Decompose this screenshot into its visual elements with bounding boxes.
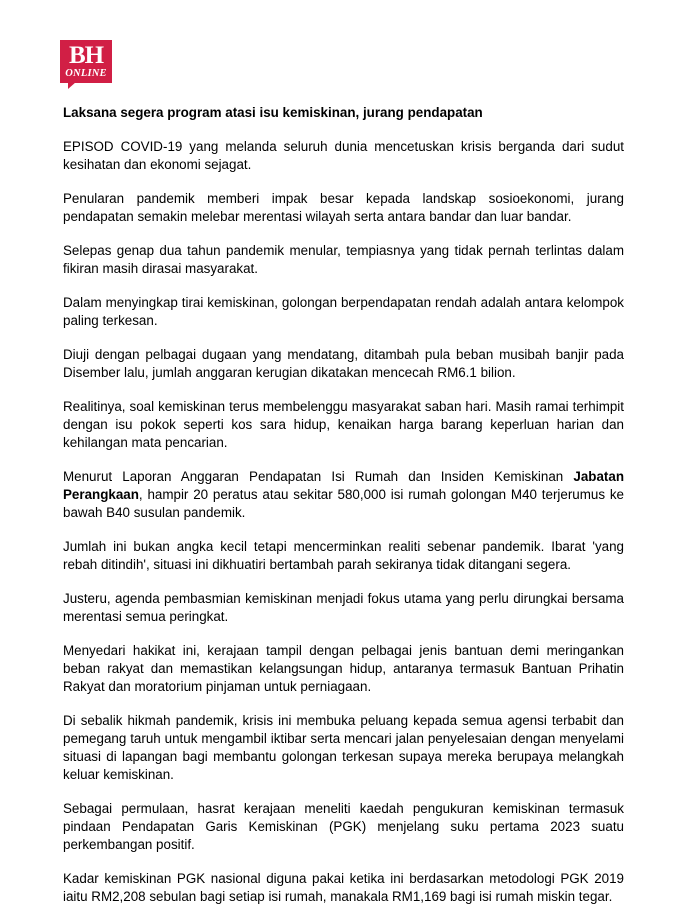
- paragraph: Sebagai permulaan, hasrat kerajaan meneliti kaedah pengukuran kemiskinan termasuk pindaan Pendapatan Garis Kemiskinan (PGK) menjelang suku pertama 2023 suatu perkembangan positif.: [63, 801, 624, 852]
- paragraph-text: Menurut Laporan Anggaran Pendapatan Isi Rumah dan Insiden Kemiskinan: [63, 469, 574, 484]
- paragraph: Diuji dengan pelbagai dugaan yang mendatang, ditambah pula beban musibah banjir pada Disember lalu, jumlah anggaran kerugian dikatakan mencecah RM6.1 bilion.: [63, 347, 624, 380]
- paragraph: Justeru, agenda pembasmian kemiskinan menjadi fokus utama yang perlu dirungkai bersama merentasi semua peringkat.: [63, 591, 624, 624]
- paragraph: Menyedari hakikat ini, kerajaan tampil dengan pelbagai jenis bantuan demi meringankan beban rakyat dan memastikan kelangsungan hidup, antaranya termasuk Bantuan Prihatin Rakyat dan moratorium pinjaman untuk perniagaan.: [63, 643, 624, 694]
- paragraph: Kadar kemiskinan PGK nasional diguna pakai ketika ini berdasarkan metodologi PGK 2019 iaitu RM2,208 sebulan bagi setiap isi rumah, manakala RM1,169 bagi isi rumah miskin tegar.: [63, 871, 624, 904]
- paragraph-jabatan-perangkaan: [63, 468, 624, 522]
- bh-online-logo: [60, 40, 112, 83]
- bold-agency-name: Jabatan Perangkaan: [63, 469, 624, 502]
- logo-speech-tail: [68, 82, 76, 89]
- paragraph: Penularan pandemik memberi impak besar kepada landskap sosioekonomi, jurang pendapatan semakin melebar merentasi wilayah serta antara bandar dan luar bandar.: [63, 191, 624, 224]
- paragraph: Realitinya, soal kemiskinan terus membelenggu masyarakat saban hari. Masih ramai terhimpit dengan isu pokok seperti kos sara hidup, kenaikan harga barang keperluan harian dan kehilangan mata pencarian.: [63, 399, 624, 450]
- paragraph: EPISOD COVID-19 yang melanda seluruh dunia mencetuskan krisis berganda dari sudut kesihatan dan ekonomi sejagat.: [63, 139, 624, 172]
- paragraph-text: , hampir 20 peratus atau sekitar 580,000 isi rumah golongan M40 terjerumus ke bawah B40 susulan pandemik.: [63, 487, 624, 520]
- article: [63, 104, 624, 922]
- logo-bh-text: BH: [68, 42, 104, 69]
- paragraph: Jumlah ini bukan angka kecil tetapi mencerminkan realiti sebenar pandemik. Ibarat 'yang rebah ditindih', situasi ini dikhuatiri bertambah parah sekiranya tidak ditangani segera.: [63, 539, 624, 572]
- logo-online-text: ONLINE: [65, 68, 107, 79]
- article-title: Laksana segera program atasi isu kemiskinan, jurang pendapatan: [63, 105, 483, 120]
- paragraph: Dalam menyingkap tirai kemiskinan, golongan berpendapatan rendah adalah antara kelompok paling terkesan.: [63, 295, 624, 328]
- paragraph: Di sebalik hikmah pandemik, krisis ini membuka peluang kepada semua agensi terbabit dan pemegang taruh untuk mengambil iktibar serta mencari jalan penyelesaian dengan menyelami situasi di lapangan bagi membantu golongan terkesan supaya mereka berupaya melangkah keluar kemiskinan.: [63, 713, 624, 782]
- paragraph: Selepas genap dua tahun pandemik menular, tempiasnya yang tidak pernah terlintas dalam fikiran masih dirasai masyarakat.: [63, 243, 624, 276]
